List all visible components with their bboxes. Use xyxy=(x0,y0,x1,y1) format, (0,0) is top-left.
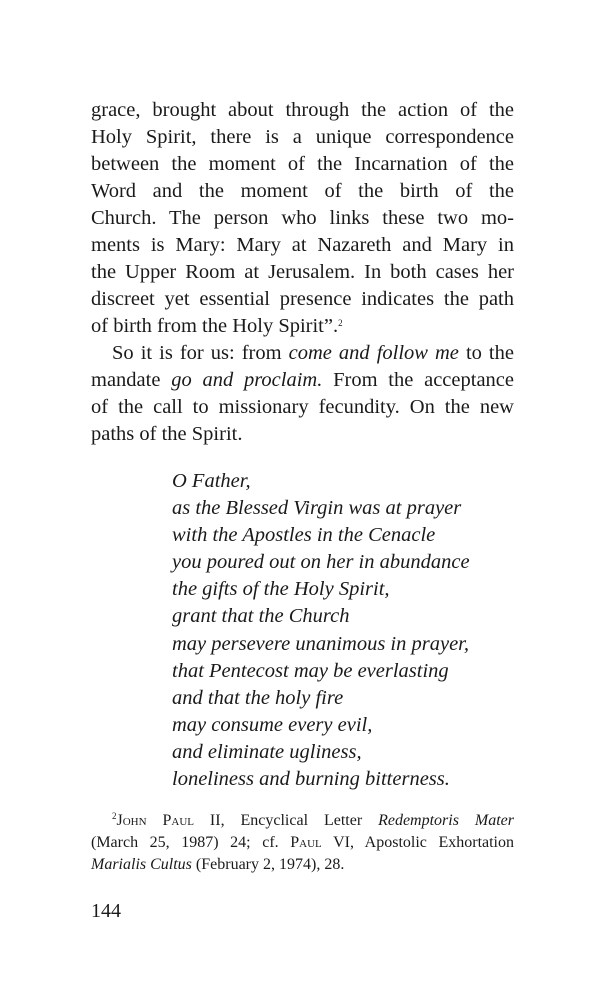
italic-text: Marialis Cultus xyxy=(91,856,192,873)
text-line xyxy=(91,313,514,340)
text-line xyxy=(91,259,514,286)
text-line xyxy=(91,286,514,313)
text-run: John Paul xyxy=(116,812,194,829)
footnote-marker: 2 xyxy=(112,811,117,821)
text-line xyxy=(91,854,514,876)
text-run: Holy Spirit, there is a unique correspondence xyxy=(91,126,514,148)
text-line xyxy=(91,421,514,448)
text-run: Word and the moment of the birth of the xyxy=(91,180,514,202)
text-run: of the call to missionary fecundity. On the new xyxy=(91,396,514,418)
text-line xyxy=(91,205,514,232)
italic-text: Redemptoris Mater xyxy=(378,812,514,829)
poem-line: as the Blessed Virgin was at prayer xyxy=(172,497,462,520)
text-run: paths of the Spirit. xyxy=(91,423,243,445)
prayer-poem xyxy=(172,468,470,793)
body-text xyxy=(91,97,514,448)
poem-line: loneliness and burning bitterness. xyxy=(172,768,450,791)
text-line xyxy=(91,832,514,854)
poem-line: the gifts of the Holy Spirit, xyxy=(172,578,390,601)
text-run: VI, Apostolic Exhortation xyxy=(321,834,515,851)
poem-line: grant that the Church xyxy=(172,605,350,628)
paragraph xyxy=(91,340,514,448)
page-number: 144 xyxy=(91,900,121,922)
poem-line: O Father, xyxy=(172,470,251,492)
footnote xyxy=(91,810,514,876)
italic-text: go and proclaim. xyxy=(171,369,323,391)
text-run: grace, brought about through the action of the xyxy=(91,99,514,121)
text-line xyxy=(91,394,514,421)
text-run: Church. The person who links these two mo- xyxy=(91,207,514,229)
text-run: of birth from the Holy Spirit”. xyxy=(91,315,339,337)
poem-line: with the Apostles in the Cenacle xyxy=(172,524,436,547)
poem-line: may consume every evil, xyxy=(172,713,373,736)
text-run: discreet yet essential presence indicates the path xyxy=(91,288,514,310)
poem-line: you poured out on her in abundance xyxy=(172,551,470,574)
text-run: (March 25, 1987) 24; cf. xyxy=(91,834,291,851)
poem-line: may persevere unanimous in prayer, xyxy=(172,632,469,655)
footnote-marker: 2 xyxy=(338,318,343,328)
poem-line: that Pentecost may be everlasting xyxy=(172,659,449,682)
text-run: the Upper Room at Jerusalem. In both cases her xyxy=(91,261,514,283)
text-run: II, Encyclical Letter xyxy=(194,812,379,829)
text-run: So it is for us: from xyxy=(112,342,289,364)
text-line xyxy=(91,810,514,832)
text-run: mandate xyxy=(91,369,172,391)
italic-text: come and follow me xyxy=(288,342,459,364)
text-run: ments is Mary: Mary at Nazareth and Mary in xyxy=(91,234,514,256)
paragraph xyxy=(91,97,514,340)
text-run: between the moment of the Incarnation of the xyxy=(91,153,514,175)
text-run: to the xyxy=(458,342,514,364)
text-run: From the acceptance xyxy=(322,369,514,391)
poem-line: and eliminate ugliness, xyxy=(172,740,362,763)
text-line xyxy=(91,367,514,394)
text-line xyxy=(91,340,514,367)
poem-line: and that the holy fire xyxy=(172,686,344,709)
text-run: (February 2, 1974), 28. xyxy=(191,856,345,873)
text-line xyxy=(91,151,514,178)
text-line xyxy=(91,97,514,124)
text-line xyxy=(91,178,514,205)
text-run: Paul xyxy=(290,834,322,851)
text-line xyxy=(91,124,514,151)
text-line xyxy=(91,232,514,259)
